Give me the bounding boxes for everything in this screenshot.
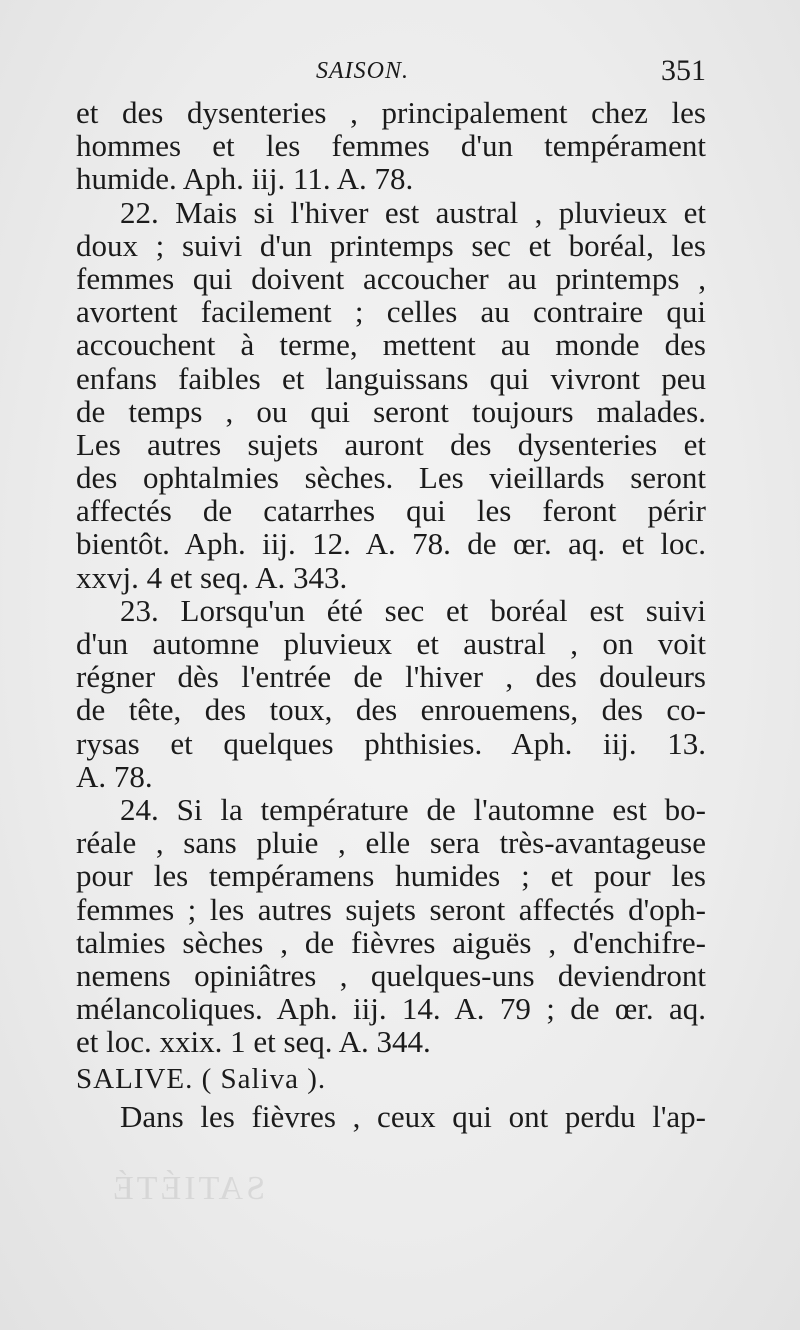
text-line: talmies sèches , de fièvres aiguës , d'enchifre- [76, 924, 706, 960]
body-text [76, 96, 706, 1134]
text-line: et des dysenteries , principalement chez les [76, 95, 706, 130]
text-line: Les autres sujets auront des dysenteries et [76, 426, 706, 462]
paragraph-22-start: 22. Mais si l'hiver est austral , pluvieux et [120, 194, 706, 230]
text-line: et loc. xxix. 1 et seq. A. 344. [76, 1024, 431, 1060]
paragraph-23-start: 23. Lorsqu'un été sec et boréal est suivi [120, 592, 706, 628]
text-line: régner dès l'entrée de l'hiver , des douleurs [76, 659, 706, 695]
text-line: bientôt. Aph. iij. 12. A. 78. de œr. aq. et loc. [76, 526, 706, 562]
text-line: femmes qui doivent accoucher au printemps , [76, 260, 706, 296]
text-line: affectés de catarrhes qui les feront périr [76, 493, 706, 529]
text-line: nemens opiniâtres , quelques-uns deviendront [76, 957, 706, 993]
paragraph-24-start: 24. Si la température de l'automne est bo- [120, 791, 706, 827]
text-line: mélancoliques. Aph. iij. 14. A. 79 ; de œr. aq. [76, 991, 706, 1027]
text-line: accouchent à terme, mettent au monde des [76, 327, 706, 363]
text-line: humide. Aph. iij. 11. A. 78. [76, 161, 414, 197]
text-line: doux ; suivi d'un printemps sec et boréal, les [76, 227, 706, 263]
page-number: 351 [661, 54, 706, 87]
page-header [76, 54, 706, 94]
text-line: hommes et les femmes d'un tempérament [76, 128, 706, 164]
text-line: avortent facilement ; celles au contraire qui [76, 294, 706, 330]
text-line: enfans faibles et languissans qui vivront peu [76, 360, 706, 396]
text-line: xxvj. 4 et seq. A. 343. [76, 559, 348, 595]
text-line: rysas et quelques phthisies. Aph. iij. 13. [76, 725, 706, 761]
text-line: A. 78. [76, 758, 153, 794]
text-line: Dans les fièvres , ceux qui ont perdu l'ap- [120, 1099, 706, 1135]
show-through-text: SATIÉTÉ [110, 1170, 266, 1207]
text-line: femmes ; les autres sujets seront affectés d'oph- [76, 891, 706, 927]
entry-heading-salive: SALIVE. ( Saliva ). [76, 1063, 327, 1096]
text-line: réale , sans pluie , elle sera très-avantageuse [76, 825, 706, 861]
text-line: pour les tempéramens humides ; et pour les [76, 858, 706, 894]
running-head: SAISON. [316, 58, 409, 84]
text-line: de tête, des toux, des enrouemens, des co- [76, 692, 706, 728]
text-line: des ophtalmies sèches. Les vieillards seront [76, 460, 706, 496]
text-line: de temps , ou qui seront toujours malades. [76, 393, 706, 429]
text-line: d'un automne pluvieux et austral , on voit [76, 626, 706, 661]
